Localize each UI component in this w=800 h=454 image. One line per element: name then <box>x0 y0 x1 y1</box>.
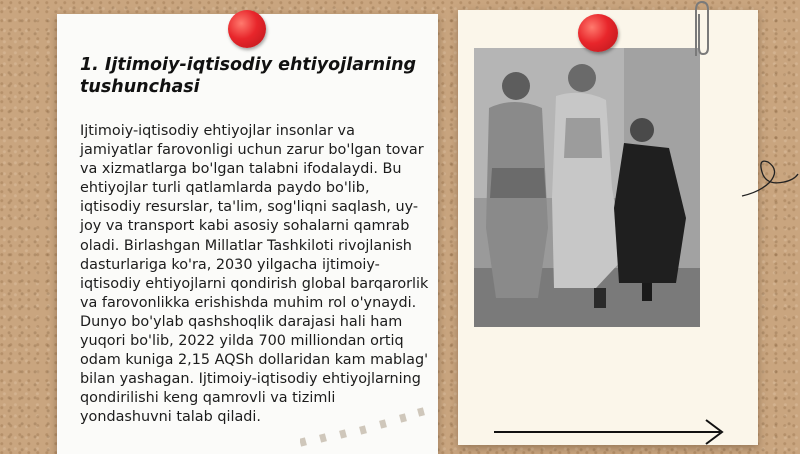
swirl-doodle-icon <box>740 152 800 202</box>
push-pin-icon <box>228 10 266 48</box>
paperclip-icon <box>688 0 712 60</box>
page-title: 1. Ijtimoiy-iqtisodiy ehtiyojlarning tushunchasi <box>80 55 417 97</box>
decorative-dots <box>300 400 450 450</box>
push-pin-icon <box>578 14 618 52</box>
vintage-photo <box>474 48 700 327</box>
body-paragraph: Ijtimoiy-iqtisodiy ehtiyojlar insonlar va jamiyatlar farovonligi uchun zarur bo'lgan tovar va xizmatlarga bo'lgan talabni ifodalaydi. Bu ehtiyojlar turli qatlamlarda paydo bo'lib, iqtisodiy resurslar, ta'lim, sog'liqni saqlash, uy-joy va transport kabi asosiy sohalarni qamrab oladi. Birlashgan Millatlar Tashkiloti rivojlanish dasturlariga ko'ra, 2030 yilgacha ijtimoiy-iqtisodiy ehtiyojlarni qondirish global barqarorlik va farovonlikka erishishda muhim rol o'ynaydi. Dunyo bo'ylab qashshoqlik darajasi hali ham yuqori bo'lib, 2022 yilda 700 milliondan ortiq odam kuniga 2,15 AQSh dollaridan kam mablag' bilan yashagan. Ijtimoiy-iqtisodiy ehtiyojlarning qondirilishi keng qamrovli va tizimli yondashuvni talab qiladi. <box>80 123 429 426</box>
arrow-right-icon <box>492 416 728 446</box>
